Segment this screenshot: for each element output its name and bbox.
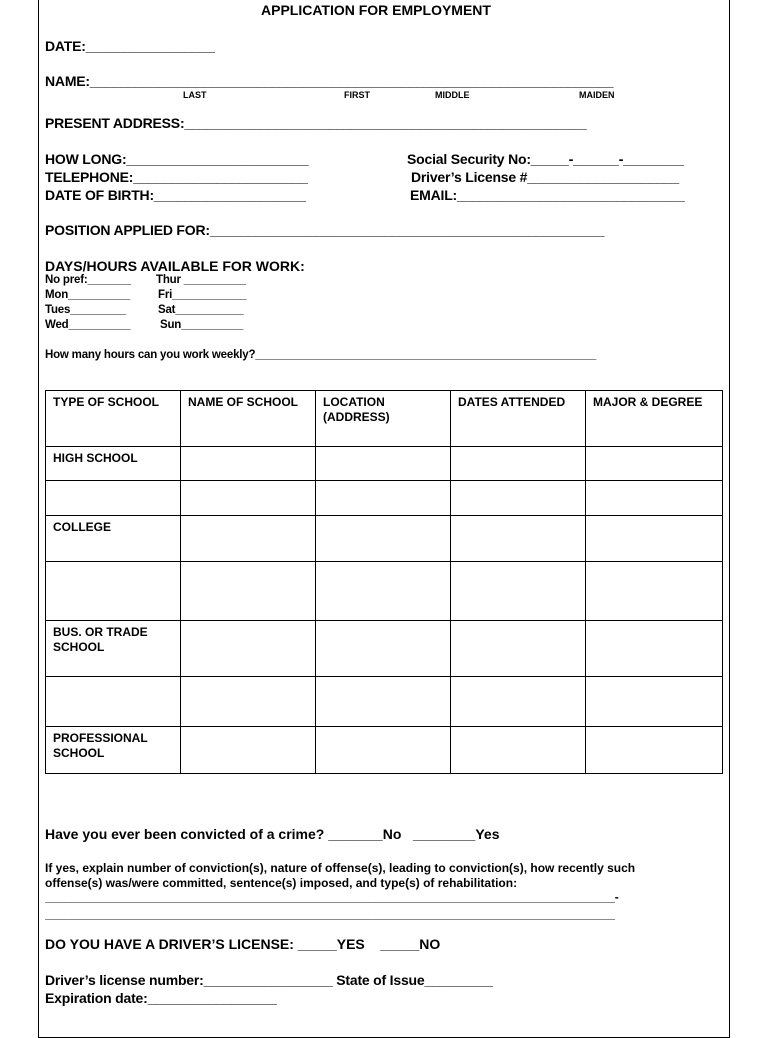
table-cell[interactable] [451, 562, 586, 621]
education-table [45, 390, 723, 774]
table-cell[interactable] [451, 727, 586, 774]
day-mon-field[interactable]: Mon__________ [45, 289, 130, 301]
table-cell[interactable] [181, 727, 316, 774]
day-sat-field[interactable]: Sat___________ [158, 304, 244, 316]
table-row [46, 447, 723, 481]
table-cell[interactable] [181, 562, 316, 621]
education-header-row [46, 391, 723, 447]
header-type-of-school: TYPE OF SCHOOL [46, 391, 181, 447]
how-long-field[interactable]: HOW LONG:________________________ [45, 151, 309, 167]
explain-instructions-line-2: offense(s) was/were committed, sentence(s) imposed, and type(s) of rehabilitation: [45, 876, 518, 890]
table-cell[interactable] [586, 621, 723, 677]
table-cell[interactable] [316, 677, 451, 727]
table-cell[interactable] [451, 677, 586, 727]
table-cell[interactable] [586, 447, 723, 481]
date-field[interactable]: DATE:_________________ [45, 38, 215, 54]
table-cell[interactable] [586, 727, 723, 774]
ssn-field[interactable]: Social Security No:_____-______-________ [407, 151, 684, 167]
days-hours-heading: DAYS/HOURS AVAILABLE FOR WORK: [45, 258, 305, 274]
position-field[interactable]: POSITION APPLIED FOR:____________________________________________________ [45, 222, 605, 238]
header-dates-attended: DATES ATTENDED [451, 391, 586, 447]
license-number-field[interactable]: Driver’s license number:_________________ State of Issue_________ [45, 972, 493, 988]
table-cell[interactable] [316, 516, 451, 562]
row-label-college: COLLEGE [46, 516, 181, 562]
header-location: LOCATION (ADDRESS) [316, 391, 451, 447]
table-row [46, 677, 723, 727]
day-fri-field[interactable]: Fri____________ [158, 289, 247, 301]
row-label-blank [46, 562, 181, 621]
table-row [46, 562, 723, 621]
table-cell[interactable] [586, 516, 723, 562]
day-thur-field[interactable]: Thur __________ [156, 274, 246, 286]
crime-question[interactable]: Have you ever been convicted of a crime? _______No ________Yes [45, 826, 500, 842]
table-cell[interactable] [181, 447, 316, 481]
table-row [46, 621, 723, 677]
explain-blank-line-1[interactable]: ________________________________________________________________________________________- [45, 890, 619, 904]
header-major-degree: MAJOR & DEGREE [586, 391, 723, 447]
name-part-middle: MIDDLE [435, 90, 470, 100]
explain-instructions-line-1: If yes, explain number of conviction(s), nature of offense(s), leading to conviction(s), how recently such [45, 861, 636, 875]
table-row [46, 727, 723, 774]
table-cell[interactable] [316, 447, 451, 481]
name-field[interactable]: NAME:_____________________________________________________________________ [45, 73, 614, 89]
table-cell[interactable] [316, 481, 451, 516]
table-cell[interactable] [586, 481, 723, 516]
table-cell[interactable] [181, 621, 316, 677]
table-row [46, 516, 723, 562]
row-label-blank [46, 677, 181, 727]
date-of-birth-field[interactable]: DATE OF BIRTH:____________________ [45, 187, 306, 203]
explain-blank-line-2[interactable]: ________________________________________________________________________________________ [45, 907, 615, 921]
table-cell[interactable] [586, 677, 723, 727]
table-cell[interactable] [451, 516, 586, 562]
expiration-date-field[interactable]: Expiration date:_________________ [45, 990, 277, 1006]
day-sun-field[interactable]: Sun__________ [160, 319, 244, 331]
row-label-bus-trade-school: BUS. OR TRADE SCHOOL [46, 621, 181, 677]
email-field[interactable]: EMAIL:______________________________ [410, 187, 685, 203]
day-wed-field[interactable]: Wed__________ [45, 319, 131, 331]
table-cell[interactable] [451, 481, 586, 516]
table-cell[interactable] [316, 621, 451, 677]
table-cell[interactable] [316, 562, 451, 621]
hours-weekly-field[interactable]: How many hours can you work weekly?_______________________________________________________ [45, 349, 597, 361]
table-cell[interactable] [181, 516, 316, 562]
table-cell[interactable] [451, 447, 586, 481]
table-cell[interactable] [586, 562, 723, 621]
table-cell[interactable] [181, 481, 316, 516]
day-tues-field[interactable]: Tues_________ [45, 304, 126, 316]
name-part-last: LAST [183, 90, 207, 100]
name-part-first: FIRST [344, 90, 370, 100]
row-label-blank [46, 481, 181, 516]
table-cell[interactable] [451, 621, 586, 677]
table-row [46, 481, 723, 516]
day-no-pref-field[interactable]: No pref:_______ [45, 274, 131, 286]
present-address-field[interactable]: PRESENT ADDRESS:_____________________________________________________ [45, 115, 587, 131]
row-label-high-school: HIGH SCHOOL [46, 447, 181, 481]
drivers-license-field[interactable]: Driver’s License #____________________ [411, 169, 679, 185]
name-part-maiden: MAIDEN [579, 90, 615, 100]
telephone-field[interactable]: TELEPHONE:_______________________ [45, 169, 308, 185]
table-cell[interactable] [316, 727, 451, 774]
drivers-license-question[interactable]: DO YOU HAVE A DRIVER’S LICENSE: _____YES _____NO [45, 936, 441, 952]
row-label-professional-school: PROFESSIONAL SCHOOL [46, 727, 181, 774]
header-name-of-school: NAME OF SCHOOL [181, 391, 316, 447]
table-cell[interactable] [181, 677, 316, 727]
form-title: APPLICATION FOR EMPLOYMENT [261, 2, 491, 18]
